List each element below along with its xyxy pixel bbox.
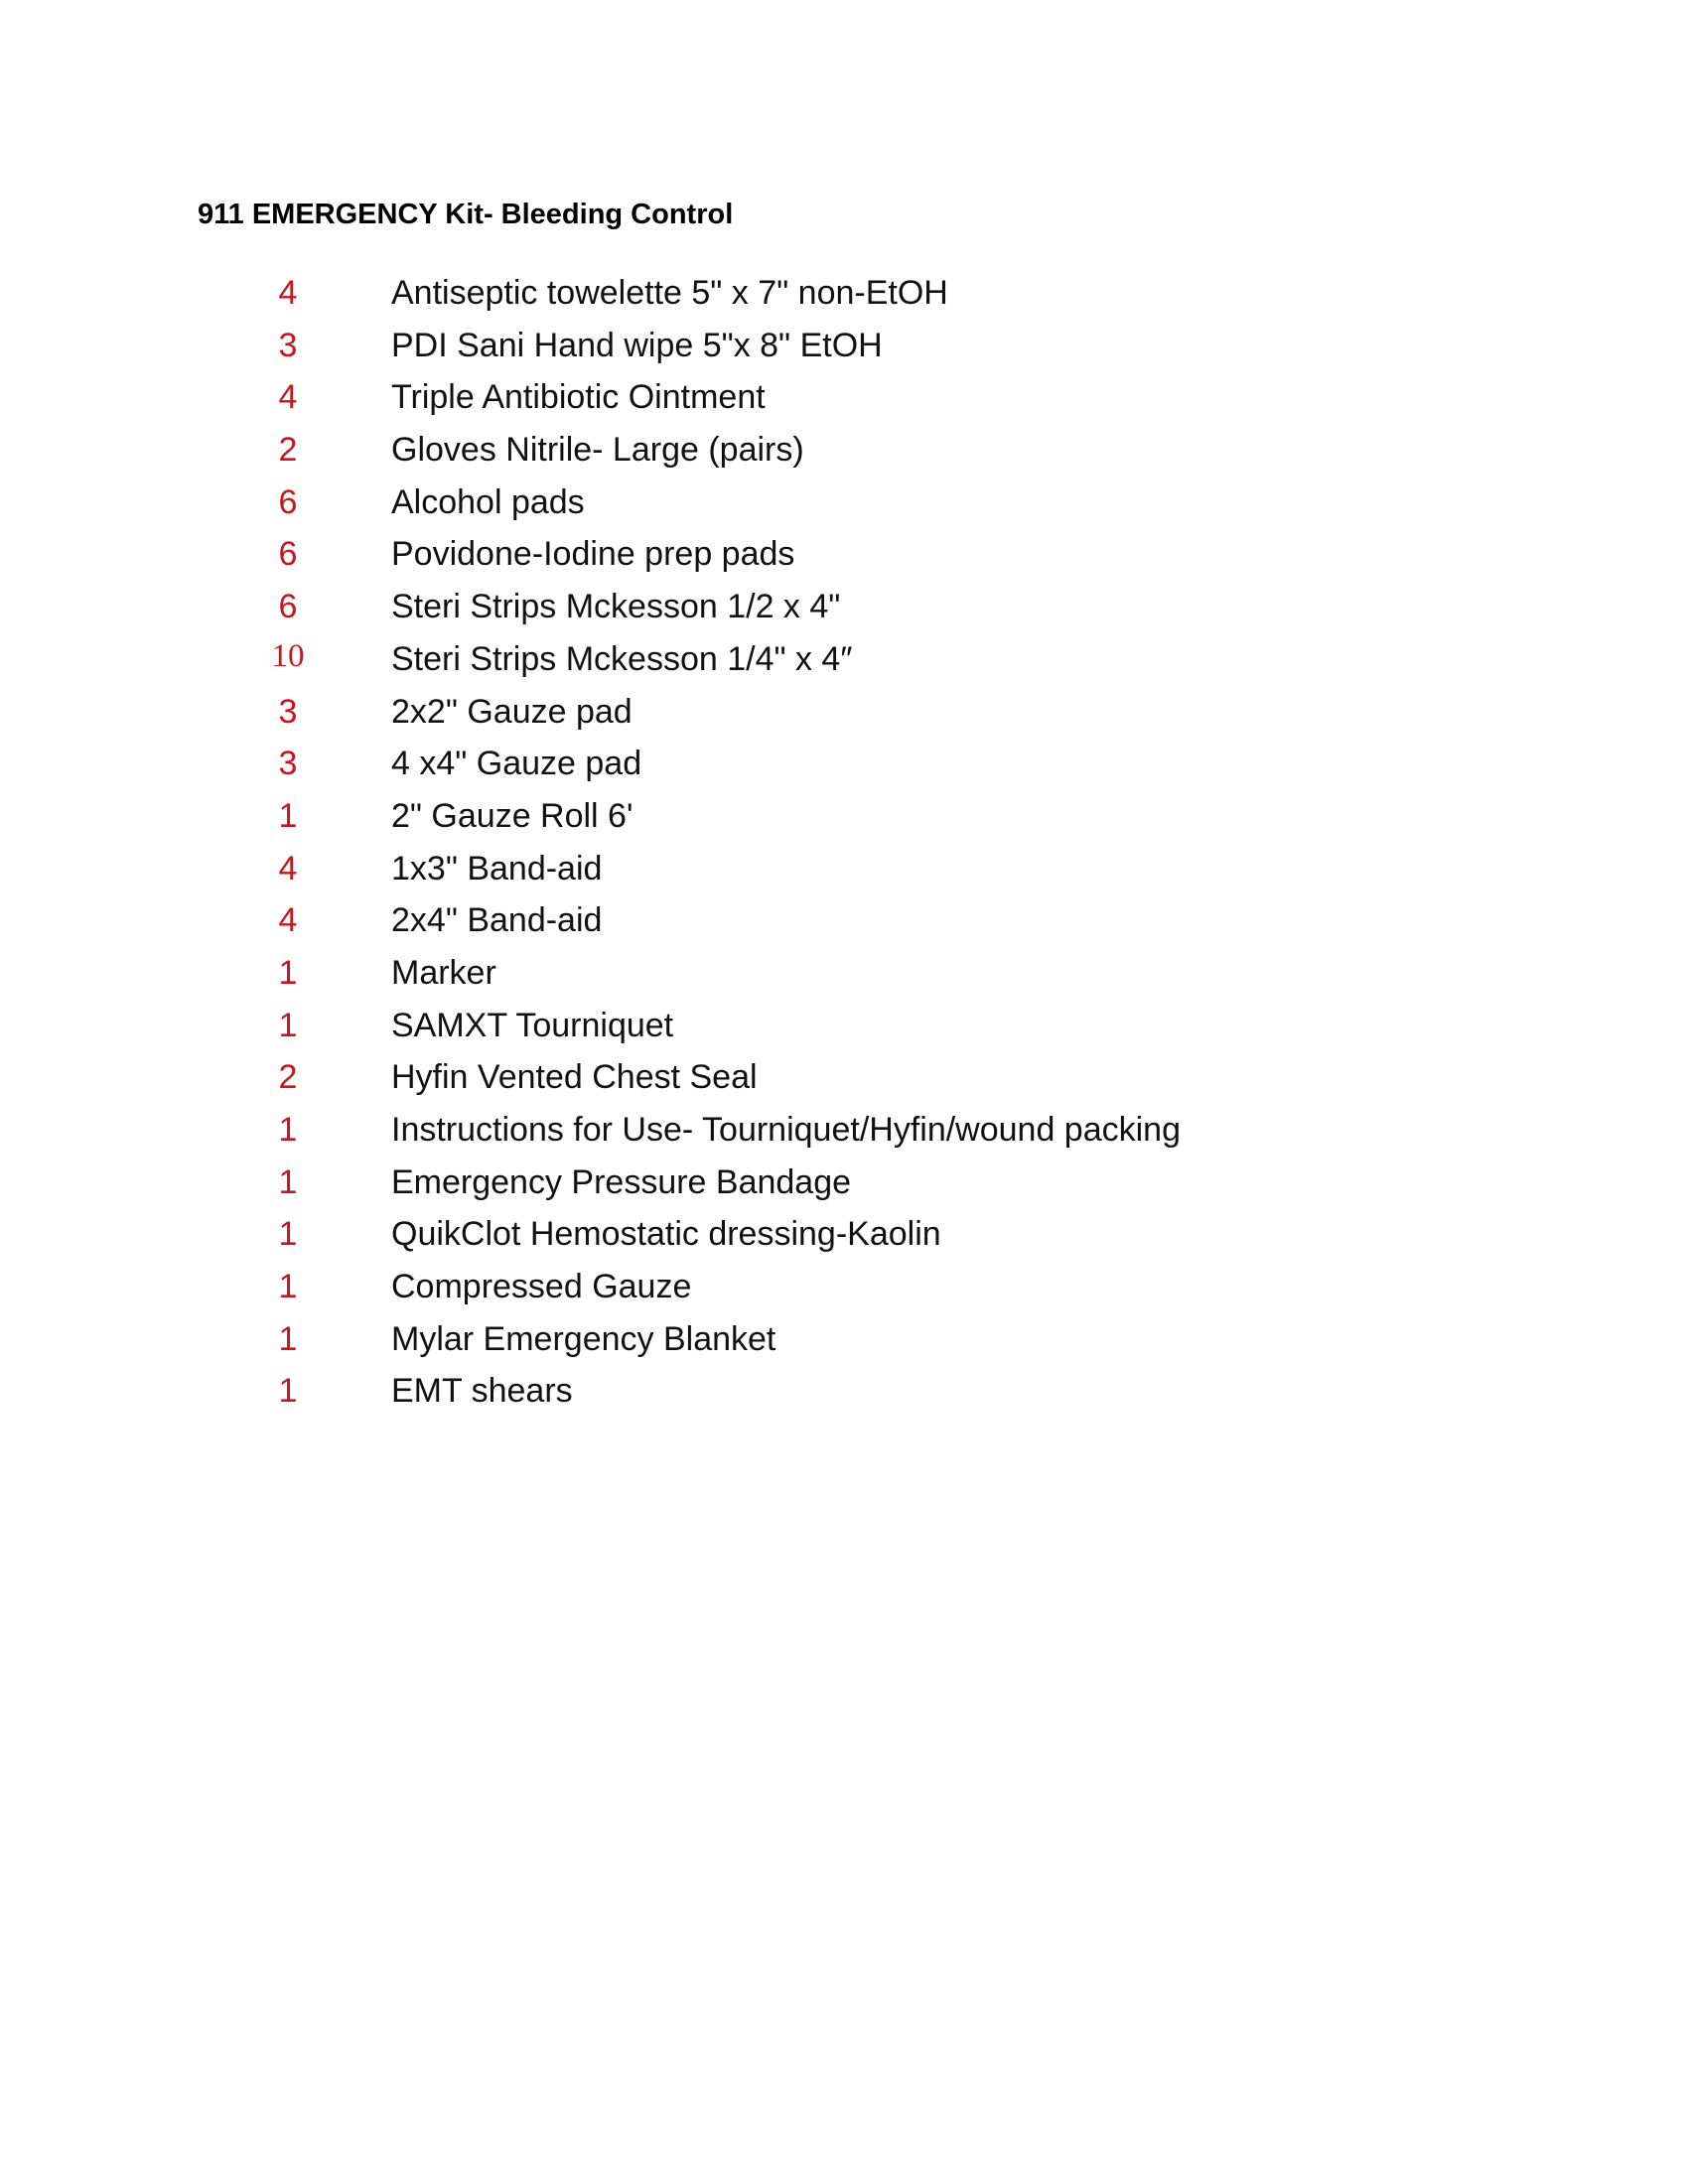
item-description: Antiseptic towelette 5" x 7" non-EtOH	[391, 274, 948, 312]
list-item	[0, 587, 1688, 639]
item-description: Steri Strips Mckesson 1/2 x 4"	[391, 588, 841, 626]
item-quantity: 2	[278, 431, 298, 470]
item-quantity: 6	[278, 535, 298, 574]
list-item	[0, 1110, 1688, 1162]
item-description: Povidone-Iodine prep pads	[391, 535, 795, 574]
item-description: Gloves Nitrile- Large (pairs)	[391, 431, 804, 470]
item-description: QuikClot Hemostatic dressing-Kaolin	[391, 1215, 941, 1254]
item-quantity: 3	[278, 745, 298, 783]
item-quantity: 4	[278, 849, 298, 887]
item-description: Steri Strips Mckesson 1/4" x 4″	[391, 639, 853, 678]
item-quantity: 1	[278, 1006, 298, 1044]
item-quantity: 1	[278, 953, 298, 992]
list-item	[0, 1371, 1688, 1424]
item-quantity: 4	[278, 378, 298, 417]
item-quantity: 6	[278, 588, 298, 626]
item-description: EMT shears	[391, 1372, 573, 1411]
item-description: Mylar Emergency Blanket	[391, 1319, 776, 1358]
list-item	[0, 953, 1688, 1006]
page-title: 911 EMERGENCY Kit- Bleeding Control	[198, 199, 734, 230]
item-quantity: 1	[278, 796, 298, 835]
list-item	[0, 1006, 1688, 1058]
list-item	[0, 430, 1688, 482]
item-description: Instructions for Use- Tourniquet/Hyfin/wound packing	[391, 1111, 1181, 1149]
item-description: Compressed Gauze	[391, 1268, 692, 1306]
list-item	[0, 639, 1688, 692]
item-description: Emergency Pressure Bandage	[391, 1162, 852, 1201]
item-quantity: 1	[278, 1111, 298, 1149]
item-quantity: 1	[278, 1162, 298, 1201]
list-item	[0, 1267, 1688, 1319]
list-item	[0, 796, 1688, 849]
item-quantity: 4	[278, 274, 298, 312]
list-item	[0, 744, 1688, 796]
item-description: 2" Gauze Roll 6'	[391, 796, 633, 835]
item-quantity: 10	[271, 637, 305, 674]
item-description: 4 x4" Gauze pad	[391, 745, 642, 783]
item-description: Triple Antibiotic Ointment	[391, 378, 766, 417]
item-description: Alcohol pads	[391, 482, 585, 521]
item-description: PDI Sani Hand wipe 5"x 8" EtOH	[391, 326, 883, 364]
item-list	[0, 273, 1688, 1424]
list-item	[0, 849, 1688, 901]
item-quantity: 3	[278, 692, 298, 731]
item-quantity: 2	[278, 1058, 298, 1097]
item-quantity: 6	[278, 482, 298, 521]
item-quantity: 1	[278, 1319, 298, 1358]
item-quantity: 1	[278, 1215, 298, 1254]
item-description: Hyfin Vented Chest Seal	[391, 1058, 758, 1097]
list-item	[0, 1319, 1688, 1372]
item-description: 2x4" Band-aid	[391, 901, 603, 940]
list-item	[0, 1057, 1688, 1110]
item-description: 2x2" Gauze pad	[391, 692, 633, 731]
list-item	[0, 326, 1688, 378]
list-item	[0, 900, 1688, 953]
item-quantity: 3	[278, 326, 298, 364]
item-quantity: 4	[278, 901, 298, 940]
list-item	[0, 482, 1688, 535]
item-description: 1x3" Band-aid	[391, 849, 603, 887]
item-description: SAMXT Tourniquet	[391, 1006, 674, 1044]
list-item	[0, 692, 1688, 745]
list-item	[0, 534, 1688, 587]
list-item	[0, 1214, 1688, 1267]
list-item	[0, 273, 1688, 326]
item-description: Marker	[391, 953, 496, 992]
item-quantity: 1	[278, 1268, 298, 1306]
list-item	[0, 1162, 1688, 1215]
item-quantity: 1	[278, 1372, 298, 1411]
list-item	[0, 377, 1688, 430]
